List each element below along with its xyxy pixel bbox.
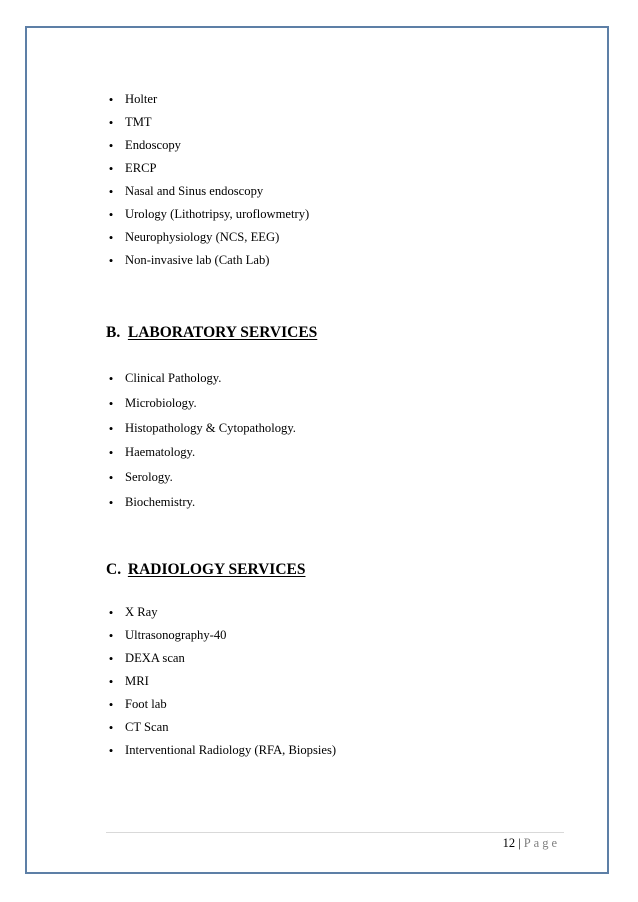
bullet-icon: • [108, 494, 114, 510]
bullet-icon: • [108, 138, 114, 153]
list-item [106, 161, 309, 184]
list-item-text: Interventional Radiology (RFA, Biopsies) [125, 743, 337, 757]
page-number: 12 [502, 836, 516, 850]
list-item [106, 470, 296, 495]
list-item [106, 396, 296, 421]
bullet-icon: • [108, 230, 114, 245]
list-item [106, 697, 336, 720]
section-letter: C. [106, 561, 122, 578]
list-item [106, 445, 296, 470]
list-item-text: Histopathology & Cytopathology. [125, 420, 296, 435]
list-item-text: Neurophysiology (NCS, EEG) [125, 230, 280, 244]
bullet-icon: • [108, 743, 114, 758]
list-item [106, 115, 309, 138]
radiology-services-list [106, 605, 336, 766]
list-item-text: X Ray [125, 605, 158, 619]
list-item-text: Serology. [125, 470, 173, 485]
list-item-text: Biochemistry. [125, 494, 196, 509]
list-item-text: DEXA scan [125, 651, 185, 665]
list-item [106, 207, 309, 230]
bullet-icon: • [108, 651, 114, 666]
list-item-text: ERCP [125, 161, 157, 175]
bullet-icon: • [108, 674, 114, 689]
bullet-icon: • [108, 697, 114, 712]
bullet-icon: • [108, 253, 114, 268]
section-title: LABORATORY SERVICES [127, 324, 318, 341]
radiology-services-heading [106, 561, 305, 579]
list-item [106, 720, 336, 743]
list-item-text: Haematology. [125, 445, 196, 460]
list-item-text: Foot lab [125, 697, 167, 711]
bullet-icon: • [108, 605, 114, 620]
list-item [106, 743, 336, 766]
bullet-icon: • [108, 420, 114, 436]
list-item [106, 495, 296, 520]
section-title: RADIOLOGY SERVICES [127, 561, 306, 578]
list-item [106, 371, 296, 396]
list-item-text: Non-invasive lab (Cath Lab) [125, 253, 270, 267]
list-item [106, 253, 309, 276]
bullet-icon: • [108, 184, 114, 199]
bullet-icon: • [108, 628, 114, 643]
bullet-icon: • [108, 115, 114, 130]
list-item [106, 628, 336, 651]
list-item-text: Microbiology. [125, 395, 197, 410]
list-item-text: Endoscopy [125, 138, 181, 152]
bullet-icon: • [108, 371, 114, 386]
page-label: Page [523, 836, 560, 850]
list-item-text: MRI [125, 674, 149, 688]
bullet-icon: • [108, 161, 114, 176]
bullet-icon: • [108, 470, 114, 486]
bullet-icon: • [108, 207, 114, 222]
list-item [106, 674, 336, 697]
list-item-text: TMT [125, 115, 152, 129]
bullet-icon: • [108, 445, 114, 461]
list-item-text: Holter [125, 92, 158, 106]
list-item-text: Clinical Pathology. [125, 371, 222, 385]
list-item [106, 138, 309, 161]
list-item-text: CT Scan [125, 720, 169, 734]
list-item [106, 651, 336, 674]
page-footer [503, 836, 560, 851]
list-item [106, 421, 296, 446]
laboratory-services-heading [106, 324, 317, 342]
list-item [106, 92, 309, 115]
list-item-text: Urology (Lithotripsy, uroflowmetry) [125, 207, 310, 221]
list-item [106, 230, 309, 253]
list-item-text: Nasal and Sinus endoscopy [125, 184, 264, 198]
footer-divider [106, 832, 564, 833]
diagnostic-services-list [106, 92, 309, 276]
section-letter: B. [106, 324, 121, 341]
list-item-text: Ultrasonography-40 [125, 628, 227, 642]
footer-separator: | [518, 836, 521, 850]
bullet-icon: • [108, 92, 114, 107]
list-item [106, 605, 336, 628]
list-item [106, 184, 309, 207]
laboratory-services-list [106, 371, 296, 520]
bullet-icon: • [108, 720, 114, 735]
bullet-icon: • [108, 395, 114, 411]
